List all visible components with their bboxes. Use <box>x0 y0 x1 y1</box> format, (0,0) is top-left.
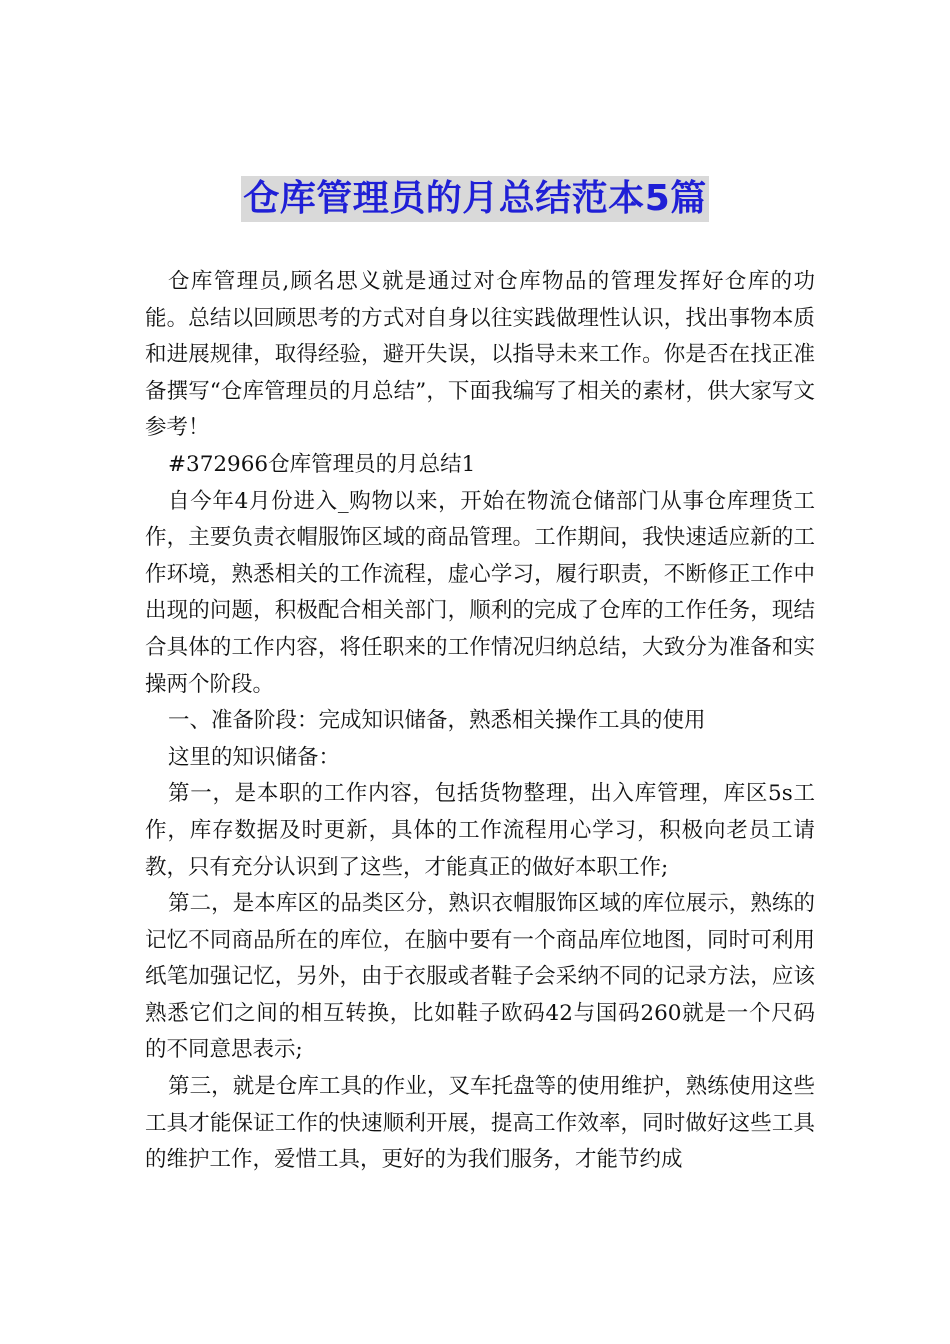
body-paragraph: 自今年4月份进入_购物以来，开始在物流仓储部门从事仓库理货工作，主要负责衣帽服饰区域的商品管理。工作期间，我快速适应新的工作环境，熟悉相关的工作流程，虚心学习，履行职责，不断修正工作中出现的问题，积极配合相关部门，顺利的完成了仓库的工作任务，现结合具体的工作内容，将任职来的工作情况归纳总结，大致分为准备和实操两个阶段。 <box>145 488 815 697</box>
intro-paragraph: 仓库管理员,顾名思义就是通过对仓库物品的管理发挥好仓库的功能。总结以回顾思考的方式对自身以往实践做理性认识，找出事物本质和进展规律，取得经验，避开失误，以指导未来工作。你是否在找正准备撰写“仓库管理员的月总结”，下面我编写了相关的素材，供大家写文参考！ <box>145 269 815 441</box>
document-body <box>145 264 815 1179</box>
subsection-heading: 一、准备阶段：完成知识储备，熟悉相关操作工具的使用 <box>168 708 706 734</box>
body-paragraph: 第二，是本库区的品类区分，熟识衣帽服饰区域的库位展示，熟练的记忆不同商品所在的库位，在脑中要有一个商品库位地图，同时可利用纸笔加强记忆，另外，由于衣服或者鞋子会采纳不同的记录方法，应该熟悉它们之间的相互转换，比如鞋子欧码42与国码260就是一个尺码的不同意思表示; <box>145 891 815 1063</box>
document-title: 仓库管理员的月总结范本5篇 <box>241 176 709 222</box>
body-paragraph: 第三，就是仓库工具的作业，叉车托盘等的使用维护，熟练使用这些工具才能保证工作的快速顺利开展，提高工作效率，同时做好这些工具的维护工作，爱惜工具，更好的为我们服务，才能节约成 <box>145 1074 815 1173</box>
body-paragraph: 第一，是本职的工作内容，包括货物整理，出入库管理，库区5s工作，库存数据及时更新，具体的工作流程用心学习，积极向老员工请教，只有充分认识到了这些，才能真正的做好本职工作; <box>145 781 815 880</box>
title-wrapper <box>0 176 950 222</box>
body-paragraph: 这里的知识储备： <box>168 744 341 770</box>
section-heading: #372966仓库管理员的月总结1 <box>168 451 476 477</box>
